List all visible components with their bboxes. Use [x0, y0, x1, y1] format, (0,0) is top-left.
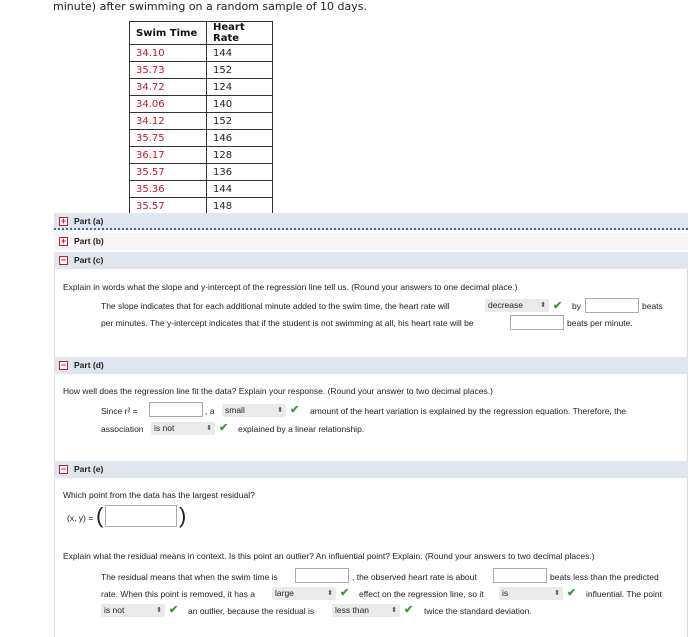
table-row — [130, 96, 273, 113]
cell-swim: 36.17 — [130, 147, 207, 164]
header-heart-rate: Heart Rate — [207, 22, 273, 45]
chevron-updown-icon: ⬍ — [277, 407, 283, 414]
slope-direction-select[interactable] — [485, 299, 549, 312]
part-d-line1b: amount of the heart variation is explained by the regression equation. Therefore, the — [310, 406, 626, 416]
part-e-line1b: , the observed heart rate is about — [352, 572, 477, 582]
part-e-line2c: influential. The point — [586, 589, 662, 599]
collapse-icon[interactable]: − — [60, 255, 67, 265]
effect-size-value: large — [275, 588, 294, 598]
table-row — [130, 62, 273, 79]
table-row — [130, 181, 273, 198]
part-e-line2a: rate. When this point is removed, it has a — [101, 589, 256, 599]
chevron-updown-icon: ⬍ — [327, 590, 333, 597]
outlier-value: is not — [104, 605, 125, 615]
cell-swim: 34.10 — [130, 45, 207, 62]
table-row — [130, 130, 273, 147]
check-icon: ✔ — [553, 300, 563, 312]
fit-amount-value: small — [225, 405, 245, 415]
cell-heart: 152 — [207, 62, 273, 79]
influential-value: is — [502, 588, 509, 598]
intro-text: minute) after swimming on a random sample of 10 days. — [53, 0, 367, 13]
cell-heart: 136 — [207, 164, 273, 181]
part-d-association: association — [101, 424, 144, 434]
check-icon: ✔ — [404, 604, 414, 616]
r-squared-input[interactable] — [149, 402, 203, 417]
chevron-updown-icon: ⬍ — [206, 425, 212, 432]
data-table — [129, 21, 273, 215]
association-value: is not — [154, 423, 175, 433]
part-c-line2b: beats per minute. — [567, 318, 633, 328]
cell-heart: 146 — [207, 130, 273, 147]
part-c-label: Part (c) — [74, 255, 104, 265]
cell-swim: 35.36 — [130, 181, 207, 198]
intercept-input[interactable] — [510, 315, 564, 330]
part-a-label: Part (a) — [74, 216, 104, 226]
part-e-line3b: twice the standard deviation. — [424, 606, 532, 616]
part-d-label: Part (d) — [74, 360, 104, 370]
part-d-a: , a — [205, 406, 215, 416]
cell-swim: 35.57 — [130, 164, 207, 181]
cell-heart: 140 — [207, 96, 273, 113]
chevron-updown-icon: ⬍ — [540, 302, 546, 309]
part-e-line1c: beats less than the predicted — [550, 572, 659, 582]
part-d-header[interactable] — [54, 357, 688, 374]
slope-input[interactable] — [585, 298, 639, 313]
table-row — [130, 113, 273, 130]
cell-swim: 35.73 — [130, 62, 207, 79]
association-select[interactable] — [151, 422, 215, 435]
fit-amount-select[interactable] — [222, 404, 286, 417]
check-icon: ✔ — [169, 604, 179, 616]
cell-heart: 148 — [207, 198, 273, 215]
comparison-value: less than — [335, 605, 370, 615]
part-a-header[interactable] — [54, 213, 688, 230]
check-icon: ✔ — [219, 422, 229, 434]
part-e-line2b: effect on the regression line, so it — [359, 589, 484, 599]
cell-swim: 35.75 — [130, 130, 207, 147]
part-c-line2a: per minutes. The y-intercept indicates that if the student is not swimming at all, his heart rate will be — [101, 318, 474, 328]
part-e-label: Part (e) — [74, 464, 104, 474]
chevron-updown-icon: ⬍ — [156, 607, 162, 614]
outlier-select[interactable] — [101, 604, 165, 617]
influential-select[interactable] — [499, 587, 563, 600]
swim-time-input[interactable] — [295, 568, 349, 583]
check-icon: ✔ — [567, 587, 577, 599]
collapse-icon[interactable]: − — [60, 360, 67, 370]
cell-swim: 35.57 — [130, 198, 207, 215]
comparison-select[interactable] — [332, 604, 400, 617]
part-e-question2: Explain what the residual means in context. Is this point an outlier? An influential point? Explain. (Round your answers to two decimal places.) — [63, 551, 595, 561]
part-c-line1a: The slope indicates that for each additional minute added to the swim time, the heart rate will — [101, 301, 450, 311]
cell-heart: 124 — [207, 79, 273, 96]
check-icon: ✔ — [290, 404, 300, 416]
cell-swim: 34.12 — [130, 113, 207, 130]
collapse-icon[interactable]: − — [60, 464, 67, 474]
cell-heart: 128 — [207, 147, 273, 164]
chevron-updown-icon: ⬍ — [391, 607, 397, 614]
part-b-header[interactable] — [54, 233, 688, 250]
part-e-line1a: The residual means that when the swim time is — [101, 572, 278, 582]
right-paren: ) — [179, 503, 187, 528]
part-d-line2b: explained by a linear relationship. — [238, 424, 365, 434]
part-e-header[interactable] — [54, 461, 688, 478]
table-row — [130, 198, 273, 215]
expand-icon[interactable]: + — [60, 216, 67, 226]
part-c-question: Explain in words what the slope and y-intercept of the regression line tell us. (Round your answers to one decimal place.) — [63, 282, 518, 292]
residual-input[interactable] — [493, 568, 547, 583]
part-e-question: Which point from the data has the largest residual? — [63, 490, 255, 500]
table-row — [130, 45, 273, 62]
part-c-beats: beats — [642, 301, 663, 311]
header-swim-time: Swim Time — [130, 22, 207, 45]
part-e-line3a: an outlier, because the residual is — [188, 606, 315, 616]
chevron-updown-icon: ⬍ — [554, 590, 560, 597]
effect-size-select[interactable] — [272, 587, 336, 600]
cell-heart: 144 — [207, 181, 273, 198]
part-c-by: by — [572, 301, 581, 311]
cell-swim: 34.72 — [130, 79, 207, 96]
point-input[interactable] — [105, 505, 177, 527]
table-row — [130, 79, 273, 96]
part-d-question: How well does the regression line fit the data? Explain your response. (Round your answer to two decimal places.) — [63, 386, 493, 396]
xy-label: (x, y) = — [67, 513, 94, 523]
part-b-label: Part (b) — [74, 236, 104, 246]
part-d-since: Since r² = — [101, 406, 138, 416]
cell-heart: 152 — [207, 113, 273, 130]
table-row — [130, 164, 273, 181]
slope-direction-value: decrease — [488, 300, 523, 310]
left-paren: ( — [96, 503, 104, 528]
cell-swim: 34.06 — [130, 96, 207, 113]
table-row — [130, 147, 273, 164]
part-c-header[interactable] — [54, 252, 688, 269]
check-icon: ✔ — [340, 587, 350, 599]
cell-heart: 144 — [207, 45, 273, 62]
expand-icon[interactable]: + — [60, 236, 67, 246]
